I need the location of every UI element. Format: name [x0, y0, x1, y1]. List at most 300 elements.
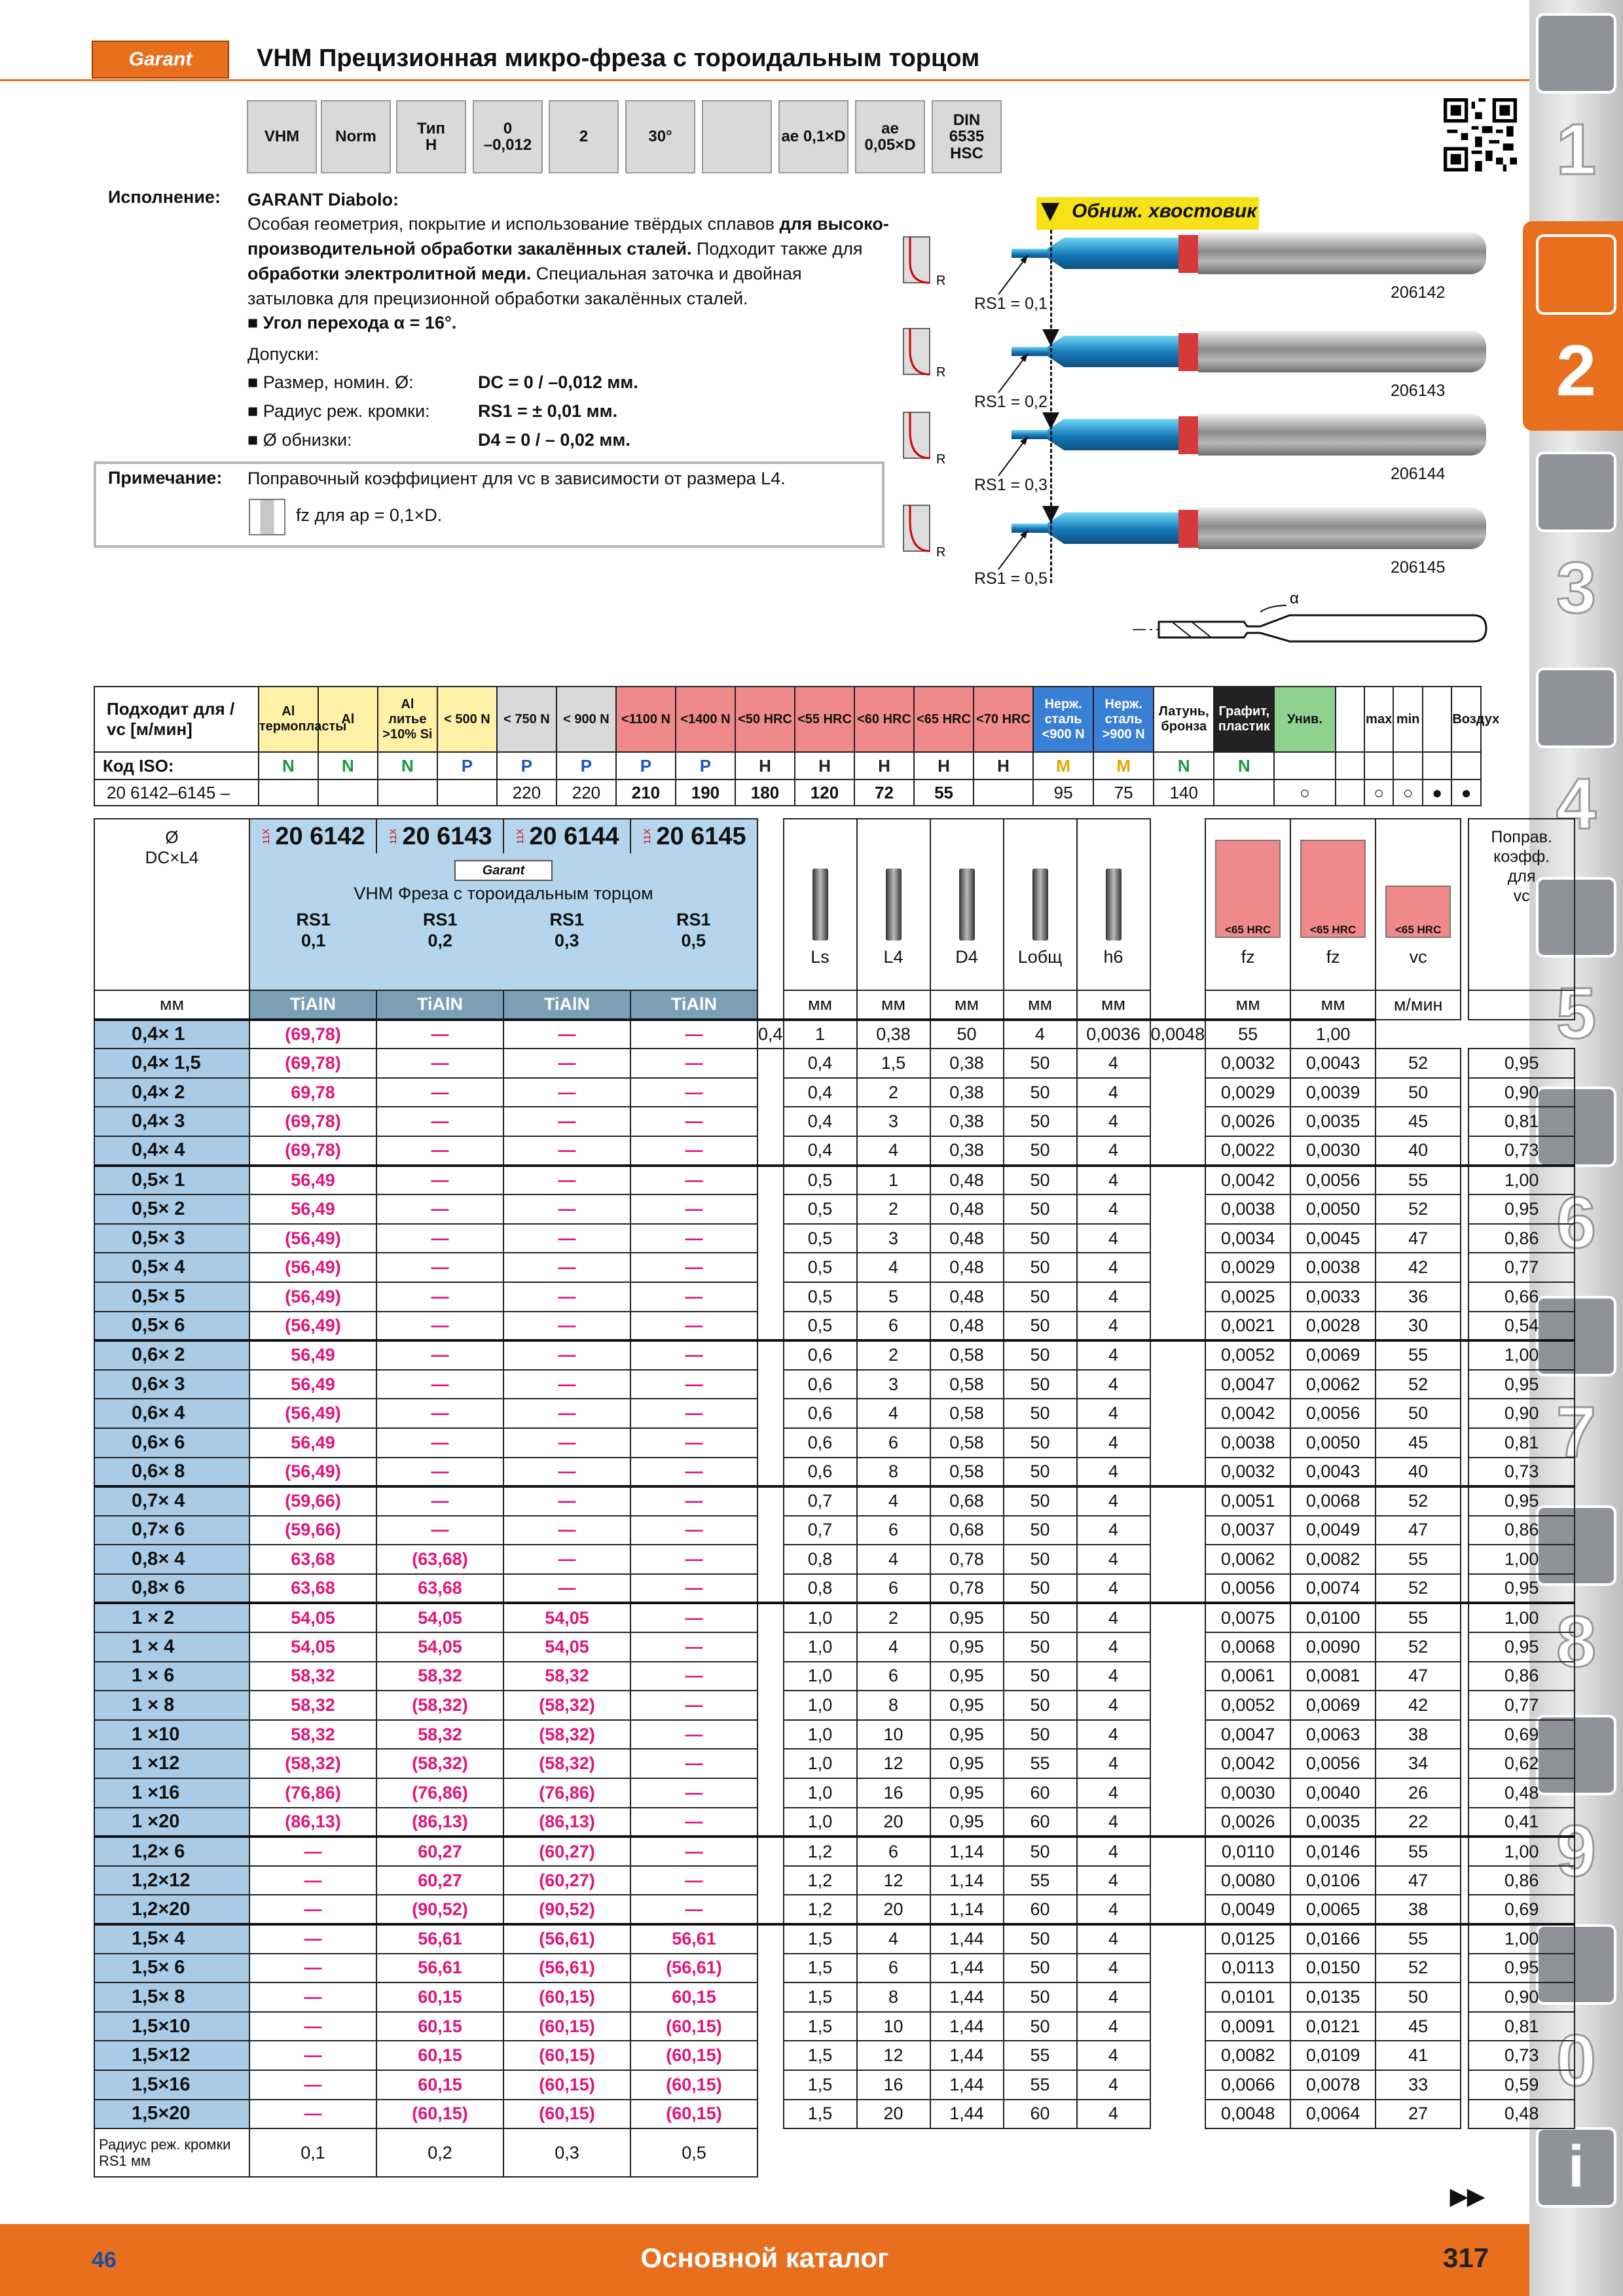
geometry-cell: 20 — [857, 1808, 930, 1837]
price-cell: — — [249, 1982, 376, 2012]
price-cell: — — [376, 1166, 503, 1195]
geometry-cell: 0,38 — [857, 1020, 930, 1049]
price-cell: (76,86) — [249, 1778, 376, 1808]
cut-data-cell: 0,0056 — [1290, 1749, 1376, 1778]
geometry-cell: 0,6 — [784, 1458, 857, 1487]
cut-data-cell: 0,0048 — [1205, 2100, 1290, 2129]
diameter-header: Ø DC×L4 — [94, 819, 249, 990]
cut-data-cell: 0,0033 — [1290, 1282, 1376, 1312]
cut-data-cell: 30 — [1376, 1312, 1461, 1341]
geometry-cell: 1,5 — [784, 2070, 857, 2100]
dimension-cell: 0,7× 6 — [94, 1516, 249, 1545]
iso-code: H — [974, 752, 1033, 780]
price-cell: — — [503, 1486, 630, 1516]
table-row — [94, 1720, 1575, 1749]
correction-cell: 0,69 — [1468, 1895, 1575, 1924]
iso-code: P — [437, 752, 497, 780]
geometry-cell: 0,95 — [930, 1632, 1004, 1662]
material-col-17: Унив. — [1274, 687, 1335, 752]
tab-number-8[interactable]: 8 — [1556, 1602, 1597, 1682]
cut-data-cell: 0,0038 — [1205, 1194, 1290, 1224]
geometry-cell: 4 — [1077, 1866, 1150, 1895]
geometry-cell: 1,44 — [930, 2070, 1004, 2100]
rs-header: RS1 0,2 — [422, 910, 458, 951]
table-row — [94, 1020, 1575, 1049]
price-cell: 60,27 — [376, 1837, 503, 1866]
price-cell: — — [630, 1194, 757, 1224]
geometry-cell: 4 — [1077, 1253, 1150, 1282]
table-row — [94, 1924, 1575, 1954]
tab-insert-icon[interactable] — [1536, 234, 1616, 315]
geometry-cell: 0,48 — [930, 1282, 1004, 1312]
price-cell: (60,15) — [503, 2070, 630, 2100]
cut-data-cell: 0,0049 — [1205, 1895, 1290, 1924]
geometry-cell: 1,0 — [784, 1632, 857, 1662]
cut-data-cell: 0,0082 — [1205, 2041, 1290, 2070]
price-cell: 54,05 — [376, 1632, 503, 1662]
price-cell: 58,32 — [249, 1662, 376, 1691]
cut-data-cell: 55 — [1376, 1837, 1461, 1866]
correction-cell: 0,54 — [1468, 1312, 1575, 1341]
tab-number-9[interactable]: 9 — [1556, 1811, 1597, 1892]
dimension-cell: 0,6× 4 — [94, 1399, 249, 1428]
cut-data-cell: 0,0043 — [1290, 1049, 1376, 1078]
geometry-cell: 0,5 — [784, 1194, 857, 1224]
coating-cell: TiAlN — [630, 990, 757, 1020]
geometry-cell: 0,6 — [784, 1428, 857, 1458]
price-cell: 56,49 — [249, 1340, 376, 1370]
geometry-cell: 1,5 — [784, 1924, 857, 1954]
geometry-cell: 4 — [1077, 1516, 1150, 1545]
cut-data-cell: 55 — [1205, 1020, 1290, 1049]
price-cell: 58,32 — [376, 1662, 503, 1691]
dimension-cell: 0,4× 1 — [94, 1020, 249, 1049]
cut-data-cell: 47 — [1376, 1662, 1461, 1691]
unit-cell: мм — [1004, 990, 1077, 1020]
cut-data-cell: 55 — [1376, 1545, 1461, 1574]
geometry-cell: 1,44 — [930, 2041, 1004, 2070]
price-cell: — — [630, 1778, 757, 1808]
material-col-0: Al термопласты — [259, 687, 318, 752]
geometry-cell: 50 — [1004, 1282, 1077, 1312]
rs-header: RS1 0,1 — [296, 910, 331, 951]
iso-code: N — [378, 752, 437, 780]
dimension-cell: 1,5× 4 — [94, 1924, 249, 1954]
cut-data-cell: 0,0109 — [1290, 2041, 1376, 2070]
geometry-cell: 3 — [857, 1107, 930, 1136]
geometry-cell: 1,5 — [857, 1049, 930, 1078]
table-row — [94, 1370, 1575, 1399]
qr-code-icon[interactable] — [1444, 98, 1517, 171]
material-col-8: <50 HRC — [735, 687, 795, 752]
geometry-cell: 1,2 — [784, 1866, 857, 1895]
geometry-cell: 0,78 — [930, 1545, 1004, 1574]
geometry-cell: 1,0 — [784, 1808, 857, 1837]
cut-data-cell: 33 — [1376, 2070, 1461, 2100]
price-cell: — — [376, 1194, 503, 1224]
price-cell: 54,05 — [249, 1632, 376, 1662]
table-row — [94, 1486, 1575, 1516]
material-col-1: Al — [318, 687, 378, 752]
price-cell: 56,61 — [376, 1954, 503, 1983]
price-cell: — — [630, 1458, 757, 1487]
tab-number-5[interactable]: 5 — [1556, 973, 1597, 1054]
price-cell: 54,05 — [503, 1603, 630, 1632]
iso-code: P — [676, 752, 735, 780]
dimension-cell: 1,5×10 — [94, 2012, 249, 2041]
dimension-cell: 0,5× 5 — [94, 1282, 249, 1312]
correction-cell: 0,95 — [1468, 1486, 1575, 1516]
price-cell: 58,32 — [249, 1691, 376, 1720]
price-cell: 54,05 — [503, 1632, 630, 1662]
cut-data-cell: 0,0113 — [1205, 1954, 1290, 1983]
transition-angle-diagram — [1133, 589, 1486, 655]
geometry-cell: 50 — [930, 1020, 1004, 1049]
price-cell: (60,27) — [503, 1837, 630, 1866]
note-sub: fz для ap = 0,1×D. — [296, 505, 443, 525]
price-cell: 60,27 — [376, 1866, 503, 1895]
price-cell: — — [503, 1194, 630, 1224]
geometry-cell: 0,4 — [784, 1049, 857, 1078]
geometry-cell: 6 — [857, 1662, 930, 1691]
table-row — [94, 1458, 1575, 1487]
leader-arrow-icon — [995, 527, 1034, 573]
cut-data-cell: 0,0082 — [1290, 1545, 1376, 1574]
cut-data-cell: 0,0050 — [1290, 1428, 1376, 1458]
tab-gauge-icon[interactable] — [1536, 668, 1616, 748]
price-cell: — — [630, 1895, 757, 1924]
tab-number-7[interactable]: 7 — [1556, 1392, 1597, 1473]
geometry-cell: 4 — [1077, 1954, 1150, 1983]
geometry-cell: 1,0 — [784, 1603, 857, 1632]
tool-rs-label: RS1 = 0,2 — [974, 393, 1048, 411]
tool-number: 206145 — [1391, 558, 1446, 577]
price-cell: (60,15) — [503, 2041, 630, 2070]
geometry-cell: 0,95 — [930, 1691, 1004, 1720]
geometry-cell: 4 — [1077, 1691, 1150, 1720]
geometry-cell: 50 — [1004, 1136, 1077, 1166]
geometry-cell: 50 — [1004, 1837, 1077, 1866]
geometry-cell: 4 — [857, 1136, 930, 1166]
tol-value-1: DC = 0 / –0,012 мм. — [478, 372, 638, 392]
table-row — [94, 1778, 1575, 1808]
material-col-11: <65 HRC — [914, 687, 974, 752]
geometry-cell: 1,0 — [784, 1778, 857, 1808]
din-icon: DIN 6535 HSC — [932, 100, 1002, 173]
geometry-cell: 4 — [1077, 1458, 1150, 1487]
geometry-header-2: D4 — [930, 819, 1004, 990]
geometry-cell: 55 — [1004, 1866, 1077, 1895]
table-row — [94, 2070, 1575, 2100]
geometry-cell: 0,58 — [930, 1370, 1004, 1399]
price-cell: 56,49 — [249, 1166, 376, 1195]
price-cell: — — [376, 1020, 503, 1049]
geometry-cell: 4 — [1077, 1924, 1150, 1954]
geometry-cell: 0,78 — [930, 1574, 1004, 1604]
correction-cell: 0,90 — [1468, 1399, 1575, 1428]
dimension-cell: 0,6× 8 — [94, 1458, 249, 1487]
price-cell: (60,15) — [503, 2100, 630, 2129]
coating-cell: TiAlN — [249, 990, 376, 1020]
cut-data-cell: 41 — [1376, 2041, 1461, 2070]
price-cell: — — [503, 1224, 630, 1253]
geometry-cell: 50 — [1004, 1370, 1077, 1399]
geometry-cell: 1,5 — [784, 2041, 857, 2070]
tab-number-3[interactable]: 3 — [1556, 548, 1597, 628]
geometry-cell: 50 — [1004, 1107, 1077, 1136]
price-cell: 56,61 — [376, 1924, 503, 1954]
geometry-cell: 4 — [857, 1399, 930, 1428]
correction-cell: 0,66 — [1468, 1282, 1575, 1312]
iso-label: Код ISO: — [94, 752, 259, 780]
material-col-5: < 900 N — [556, 687, 616, 752]
geometry-cell: 4 — [1077, 1486, 1150, 1516]
geometry-cell: 4 — [857, 1924, 930, 1954]
price-cell: (76,86) — [376, 1778, 503, 1808]
tab-number-4[interactable]: 4 — [1556, 764, 1597, 844]
cut-data-cell: 50 — [1376, 1078, 1461, 1107]
cutting-speed: 220 — [556, 780, 616, 806]
table-row — [94, 2100, 1575, 2129]
cut-data-cell: 55 — [1376, 1166, 1461, 1195]
geometry-cell: 0,68 — [930, 1516, 1004, 1545]
correction-cell: 0,95 — [1468, 1049, 1575, 1078]
geometry-cell: 0,38 — [930, 1078, 1004, 1107]
cut-data-cell: 0,0026 — [1205, 1107, 1290, 1136]
price-cell: (58,32) — [249, 1749, 376, 1778]
cut-data-cell: 52 — [1376, 1049, 1461, 1078]
price-cell: — — [630, 1340, 757, 1370]
geometry-cell: 16 — [857, 1778, 930, 1808]
geometry-cell: 60 — [1004, 1808, 1077, 1837]
table-row — [94, 1632, 1575, 1662]
table-row — [94, 1895, 1575, 1924]
geometry-cell: 0,5 — [784, 1253, 857, 1282]
design-text: Особая геометрия, покрытие и использование твёрдых сплавов для высоко- производительной обработки закалённых сталей. Подходит также для обработки электролитной меди. Специальная заточка и двойная затыловка для прецизионной обработки закалённых сталей. — [247, 214, 889, 308]
tolerance-icon: 0 –0,012 — [473, 100, 543, 173]
design-brand: GARANT Diabolo: — [247, 190, 399, 209]
coating-cell: TiAlN — [376, 990, 503, 1020]
design-label: Исполнение: — [108, 187, 221, 207]
price-cell: — — [630, 1282, 757, 1312]
correction-cell: 0,77 — [1468, 1253, 1575, 1282]
correction-cell: 0,73 — [1468, 2041, 1575, 2070]
cut-data-cell: 0,0081 — [1290, 1662, 1376, 1691]
price-cell: 54,05 — [376, 1603, 503, 1632]
coating-cell: TiAlN — [503, 990, 630, 1020]
geometry-cell: 50 — [1004, 1545, 1077, 1574]
cut-data-cell: 50 — [1376, 1982, 1461, 2012]
cut-data-cell: 0,0068 — [1290, 1486, 1376, 1516]
tab-number-6[interactable]: 6 — [1556, 1183, 1597, 1263]
geometry-cell: 55 — [1004, 2070, 1077, 2100]
geometry-cell: 0,38 — [930, 1136, 1004, 1166]
tab-holder-icon[interactable] — [1536, 452, 1616, 532]
material-col-7: <1400 N — [676, 687, 735, 752]
correction-cell: 0,48 — [1468, 2100, 1575, 2129]
geometry-cell: 1,0 — [784, 1662, 857, 1691]
geometry-cell: 50 — [1004, 1486, 1077, 1516]
price-cell: (56,49) — [249, 1224, 376, 1253]
price-cell: 63,68 — [376, 1574, 503, 1604]
iso-code: M — [1033, 752, 1093, 780]
dimension-cell: 0,5× 3 — [94, 1224, 249, 1253]
table-row — [94, 1574, 1575, 1604]
tab-drill-icon[interactable] — [1536, 13, 1616, 94]
tol-value-2: RS1 = ± 0,01 мм. — [478, 401, 618, 421]
rs-header: RS1 0,3 — [549, 910, 585, 951]
cut-data-cell: 0,0166 — [1290, 1924, 1376, 1954]
price-cell: — — [630, 1837, 757, 1866]
geometry-cell: 0,7 — [784, 1486, 857, 1516]
iso-code: P — [616, 752, 676, 780]
geometry-cell: 1 — [857, 1166, 930, 1195]
iso-code — [1423, 752, 1451, 780]
table-row — [94, 1662, 1575, 1691]
correction-cell: 0,81 — [1468, 1428, 1575, 1458]
callout-arrow-icon — [1041, 203, 1059, 221]
geometry-cell: 2 — [857, 1078, 930, 1107]
geometry-cell: 10 — [857, 1720, 930, 1749]
geometry-cell: 6 — [857, 1312, 930, 1341]
cut-data-cell: 0,0135 — [1290, 1982, 1376, 2012]
tab-number-2[interactable]: 2 — [1556, 331, 1597, 411]
geometry-cell: 1,5 — [784, 1954, 857, 1983]
cut-data-cell: 0,0045 — [1290, 1224, 1376, 1253]
geometry-cell: 0,48 — [930, 1224, 1004, 1253]
price-cell: — — [249, 2070, 376, 2100]
geometry-cell: 6 — [857, 1428, 930, 1458]
tol-value-3: D4 = 0 / – 0,02 мм. — [478, 430, 630, 450]
iso-code — [1274, 752, 1335, 780]
tol-name-1: ■ Размер, номин. Ø: — [247, 372, 414, 392]
cut-data-cell: 0,0100 — [1290, 1603, 1376, 1632]
leader-arrow-icon — [995, 350, 1034, 396]
cut-data-cell: 0,0069 — [1290, 1340, 1376, 1370]
geometry-cell: 4 — [1077, 2012, 1150, 2041]
iso-code: N — [1154, 752, 1214, 780]
geometry-cell: 4 — [1077, 1107, 1150, 1136]
price-cell: 60,15 — [376, 2012, 503, 2041]
cutting-speed: 190 — [676, 780, 735, 806]
unit-cell: мм — [930, 990, 1004, 1020]
correction-cell: 1,00 — [1468, 1924, 1575, 1954]
articles-header: 11X 20 6142 11X 20 6143 11X 20 6144 11X 20 6145 Garant VHM Фреза с тороидальным торцом RS1 0,1 RS1 0,2 RS1 0,3 RS1 0,5 — [249, 819, 757, 990]
geometry-cell: 5 — [857, 1282, 930, 1312]
tab-number-1[interactable]: 1 — [1556, 109, 1597, 190]
dimension-cell: 0,8× 6 — [94, 1574, 249, 1604]
correction-cell: 1,00 — [1468, 1545, 1575, 1574]
correction-cell: 0,62 — [1468, 1749, 1575, 1778]
geometry-cell: 0,8 — [784, 1574, 857, 1604]
cut-data-cell: 0,0101 — [1205, 1982, 1290, 2012]
correction-cell: 0,86 — [1468, 1224, 1575, 1253]
geometry-cell: 4 — [1077, 1049, 1150, 1078]
unit-cell: мм — [784, 990, 857, 1020]
next-page-icon[interactable]: ▶▶ — [1450, 2184, 1485, 2209]
iso-code — [1336, 752, 1364, 780]
unit-cell: мм — [1205, 990, 1290, 1020]
geometry-cell: 4 — [1077, 2100, 1150, 2129]
material-col-14: Нерж. сталь >900 N — [1093, 687, 1154, 752]
price-cell: — — [376, 1107, 503, 1136]
table-row — [94, 1282, 1575, 1312]
info-tab-icon[interactable]: i — [1536, 2127, 1616, 2208]
price-cell: (56,61) — [503, 1954, 630, 1983]
price-cell: — — [503, 1166, 630, 1195]
price-cell: — — [503, 1253, 630, 1282]
article-number: 20 6143 — [402, 822, 492, 850]
iso-code — [1451, 752, 1481, 780]
radius-r-label: R — [936, 274, 946, 288]
geometry-cell: 4 — [1077, 1224, 1150, 1253]
cutting-speed — [378, 780, 437, 806]
geometry-cell: 4 — [857, 1253, 930, 1282]
geometry-cell: 4 — [1077, 1545, 1150, 1574]
tool-number: 206143 — [1391, 382, 1446, 400]
geometry-cell: 4 — [1077, 1194, 1150, 1224]
cut-data-cell: 0,0068 — [1205, 1632, 1290, 1662]
price-cell: — — [503, 1516, 630, 1545]
cutting-speed: ● — [1423, 780, 1451, 806]
cut-data-cell: 45 — [1376, 1428, 1461, 1458]
cut-data-cell: 22 — [1376, 1808, 1461, 1837]
cut-data-cell: 0,0029 — [1205, 1253, 1290, 1282]
dimension-cell: 0,6× 3 — [94, 1370, 249, 1399]
geometry-header-3: Lобщ — [1004, 819, 1077, 990]
geometry-cell: 4 — [1077, 1749, 1150, 1778]
unit-cell: мм — [1077, 990, 1150, 1020]
note-text: Поправочный коэффициент для vc в зависимости от размера L4. — [247, 469, 786, 488]
material-col-4: < 750 N — [497, 687, 556, 752]
correction-cell: 0,41 — [1468, 1808, 1575, 1837]
cutting-speed — [318, 780, 378, 806]
price-cell: (69,78) — [249, 1107, 376, 1136]
geometry-cell: 50 — [1004, 1340, 1077, 1370]
price-cell: — — [630, 1866, 757, 1895]
price-cell: 58,32 — [503, 1662, 630, 1691]
correction-cell: 0,86 — [1468, 1662, 1575, 1691]
radius-footer-value: 0,3 — [503, 2128, 630, 2177]
price-cell: — — [630, 1632, 757, 1662]
material-col-6: <1100 N — [616, 687, 676, 752]
price-cell: — — [503, 1574, 630, 1604]
geometry-cell: 0,6 — [784, 1370, 857, 1399]
cut-data-cell: 0,0036 — [1077, 1020, 1150, 1049]
geometry-cell: 4 — [1004, 1020, 1077, 1049]
material-col-20: min — [1393, 687, 1422, 752]
price-cell: (58,32) — [376, 1749, 503, 1778]
geometry-cell: 50 — [1004, 1720, 1077, 1749]
price-cell: 63,68 — [249, 1545, 376, 1574]
correction-cell: 1,00 — [1290, 1020, 1376, 1049]
geometry-cell: 6 — [857, 1516, 930, 1545]
price-cell: — — [503, 1136, 630, 1166]
price-cell: (90,52) — [503, 1895, 630, 1924]
price-cell: 60,15 — [376, 1982, 503, 2012]
price-cell: — — [630, 1486, 757, 1516]
radius-footer-value: 0,5 — [630, 2128, 757, 2177]
table-row — [94, 1224, 1575, 1253]
cutting-speed — [1336, 780, 1364, 806]
geometry-cell: 4 — [1077, 1837, 1150, 1866]
geometry-cell: 55 — [1004, 2041, 1077, 2070]
geometry-cell: 0,58 — [930, 1428, 1004, 1458]
radius-footer-value: 0,2 — [376, 2128, 503, 2177]
tab-number-0[interactable]: 0 — [1556, 2020, 1597, 2101]
price-cell: 56,61 — [630, 1924, 757, 1954]
table-row — [94, 1194, 1575, 1224]
